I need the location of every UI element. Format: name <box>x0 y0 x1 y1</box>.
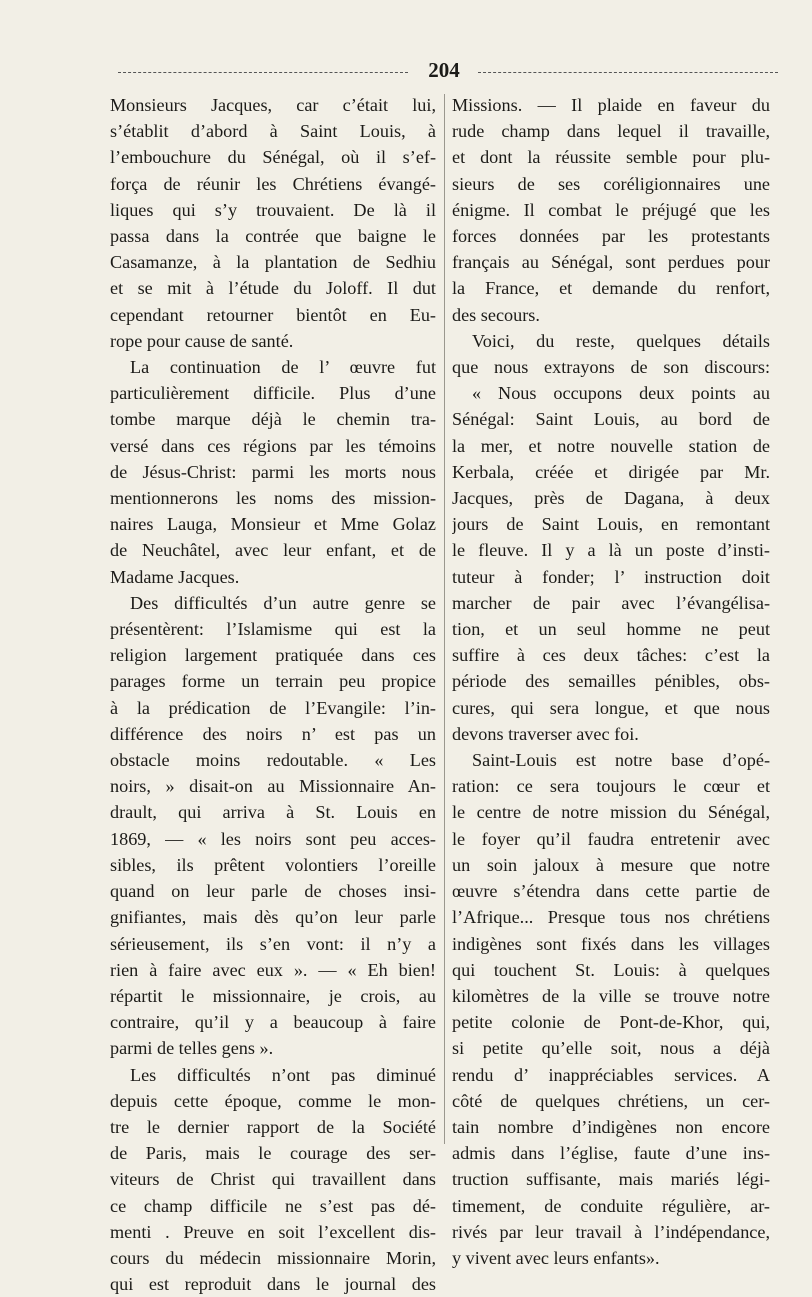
text-line: œuvre s’étendra dans cette partie de <box>452 881 770 902</box>
text-line: Voici, du reste, quelques détails <box>472 330 770 351</box>
text-line: sibles, ils prêtent volontiers l’oreille <box>110 854 436 875</box>
text-line: suffire à ces deux tâches: c’est la <box>452 645 770 666</box>
text-line: y vivent avec leurs enfants». <box>452 1247 660 1268</box>
text-line: ce champ difficile ne s’est pas dé- <box>110 1195 436 1216</box>
text-line: l’Afrique... Presque tous nos chrétiens <box>452 907 770 928</box>
text-line: admis dans l’église, faute d’une ins- <box>452 1143 770 1164</box>
text-line: qui touchent St. Louis: à quelques <box>452 959 770 980</box>
column-divider <box>444 94 445 1144</box>
text-line: rien à faire avec eux ». — « Eh bien! <box>110 959 436 980</box>
text-line: le centre de notre mission du Sénégal, <box>452 802 770 823</box>
text-line: jours de Saint Louis, en remontant <box>452 514 770 535</box>
text-line: tuteur à fonder; l’ instruction doit <box>452 566 770 587</box>
text-line: période des semailles pénibles, obs- <box>452 671 770 692</box>
text-line: Kerbala, créée et dirigée par Mr. <box>452 461 770 482</box>
text-line: viteurs de Christ qui travaillent dans <box>110 1169 436 1190</box>
text-line: quand on leur parle de choses insi- <box>110 881 436 902</box>
text-line: naires Lauga, Monsieur et Mme Golaz <box>110 514 436 535</box>
page-number: 204 <box>428 58 460 82</box>
text-line: de Jésus-Christ: parmi les morts nous <box>110 461 436 482</box>
text-line: cependant retourner bientôt en Eu- <box>110 304 436 325</box>
text-line: forces données par les protestants <box>452 226 770 247</box>
text-line: des secours. <box>452 304 540 325</box>
text-line: rude champ dans lequel il travaille, <box>452 121 770 142</box>
text-line: La continuation de l’ œuvre fut <box>130 357 436 378</box>
text-line: Monsieurs Jacques, car c’était lui, <box>110 95 436 115</box>
text-line: si petite qu’elle soit, nous a déjà <box>452 1038 770 1059</box>
text-line: marcher de pair avec l’évangélisa- <box>452 592 770 613</box>
text-line: français au Sénégal, sont perdues pour <box>452 252 770 273</box>
text-line: Jacques, près de Dagana, à deux <box>452 488 770 509</box>
text-line: la France, et demande du renfort, <box>452 278 770 299</box>
text-line: énigme. Il combat le préjugé que les <box>452 199 770 220</box>
text-line: « Nous occupons deux points au <box>472 383 770 404</box>
text-line: Des difficultés d’un autre genre se <box>130 592 436 613</box>
text-line: Saint-Louis est notre base d’opé- <box>472 750 770 771</box>
text-line: sieurs de ses coréligionnaires une <box>452 173 770 194</box>
text-line: Madame Jacques. <box>110 566 240 587</box>
text-line: tion, et un seul homme ne peut <box>452 619 770 640</box>
text-line: parmi de telles gens ». <box>110 1038 274 1059</box>
text-line: passa dans la contrée que baigne le <box>110 226 436 247</box>
left-column <box>110 92 436 1295</box>
text-line: Sénégal: Saint Louis, au bord de <box>452 409 770 430</box>
text-line: cours du médecin missionnaire Morin, <box>110 1247 436 1268</box>
text-line: drault, qui arriva à St. Louis en <box>110 802 436 823</box>
text-line: liques qui s’y trouvaient. De là il <box>110 199 436 220</box>
header-rule-right <box>478 72 778 73</box>
text-line: mentionnerons les noms des mission- <box>110 488 436 509</box>
text-line: particulièrement difficile. Plus d’une <box>110 383 436 404</box>
text-line: un soin jaloux à mesure que notre <box>452 854 770 875</box>
text-line: gnifiantes, mais dès qu’on leur parle <box>110 907 436 928</box>
text-line: tain nombre d’indigènes non encore <box>452 1116 770 1137</box>
text-line: à la prédication de l’Evangile: l’in- <box>110 697 436 718</box>
text-line: tombe marque déjà le chemin tra- <box>110 409 436 430</box>
text-line: différence des noirs n’ est pas un <box>110 723 436 744</box>
text-line: timement, de conduite régulière, ar- <box>452 1195 770 1216</box>
text-line: l’embouchure du Sénégal, où il s’ef- <box>110 147 436 168</box>
text-line: parages forme un terrain peu propice <box>110 671 436 692</box>
text-line: qui est reproduit dans le journal des <box>110 1274 436 1295</box>
text-line: depuis cette époque, comme le mon- <box>110 1090 436 1111</box>
text-line: côté de quelques chrétiens, un cer- <box>452 1090 770 1111</box>
text-line: devons traverser avec foi. <box>452 723 639 744</box>
text-line: noirs, » disait-on au Missionnaire An- <box>110 776 436 797</box>
text-line: obstacle moins redoutable. « Les <box>110 750 436 771</box>
text-line: présentèrent: l’Islamisme qui est la <box>110 619 436 640</box>
header-rule-left <box>118 72 408 73</box>
page-header <box>118 58 778 84</box>
text-line: le foyer qu’il faudra entretenir avec <box>452 828 770 849</box>
text-line: 1869, — « les noirs sont peu acces- <box>110 828 436 849</box>
text-line: répartit le missionnaire, je crois, au <box>110 985 436 1006</box>
text-line: Les difficultés n’ont pas diminué <box>130 1064 436 1085</box>
text-line: religion largement pratiquée dans ces <box>110 645 436 666</box>
text-line: que nous extrayons de son discours: <box>452 357 770 378</box>
text-line: contraire, qu’il y a beaucoup à faire <box>110 1012 436 1033</box>
text-line: rope pour cause de santé. <box>110 330 294 351</box>
text-line: petite colonie de Pont-de-Khor, qui, <box>452 1012 770 1033</box>
text-line: rivés par leur travail à l’indépendance, <box>452 1221 770 1242</box>
text-line: la mer, et notre nouvelle station de <box>452 435 770 456</box>
text-line: cures, qui sera longue, et que nous <box>452 697 770 718</box>
text-line: s’établit d’abord à Saint Louis, à <box>110 121 436 142</box>
text-line: de Paris, mais le courage des ser- <box>110 1143 436 1164</box>
text-line: kilomètres de la ville se trouve notre <box>452 985 770 1006</box>
text-line: tre le dernier rapport de la Société <box>110 1116 436 1137</box>
text-line: força de réunir les Chrétiens évangé- <box>110 173 436 194</box>
right-column <box>452 92 770 1268</box>
text-line: rendu d’ inappréciables services. A <box>452 1064 770 1085</box>
text-line: indigènes sont fixés dans les villages <box>452 933 770 954</box>
text-line: versé dans ces régions par les témoins <box>110 435 436 456</box>
text-line: le fleuve. Il y a là un poste d’insti- <box>452 540 770 561</box>
text-line: Casamanze, à la plantation de Sedhiu <box>110 252 436 273</box>
text-line: et dont la réussite semble pour plu- <box>452 147 770 168</box>
text-line: Missions. — Il plaide en faveur du <box>452 95 770 115</box>
text-line: sérieusement, ils s’en vont: il n’y a <box>110 933 436 954</box>
text-line: de Neuchâtel, avec leur enfant, et de <box>110 540 436 561</box>
text-line: menti . Preuve en soit l’excellent dis- <box>110 1221 436 1242</box>
text-line: et se mit à l’étude du Joloff. Il dut <box>110 278 436 299</box>
text-line: truction suffisante, mais mariés légi- <box>452 1169 770 1190</box>
text-line: ration: ce sera toujours le cœur et <box>452 776 770 797</box>
